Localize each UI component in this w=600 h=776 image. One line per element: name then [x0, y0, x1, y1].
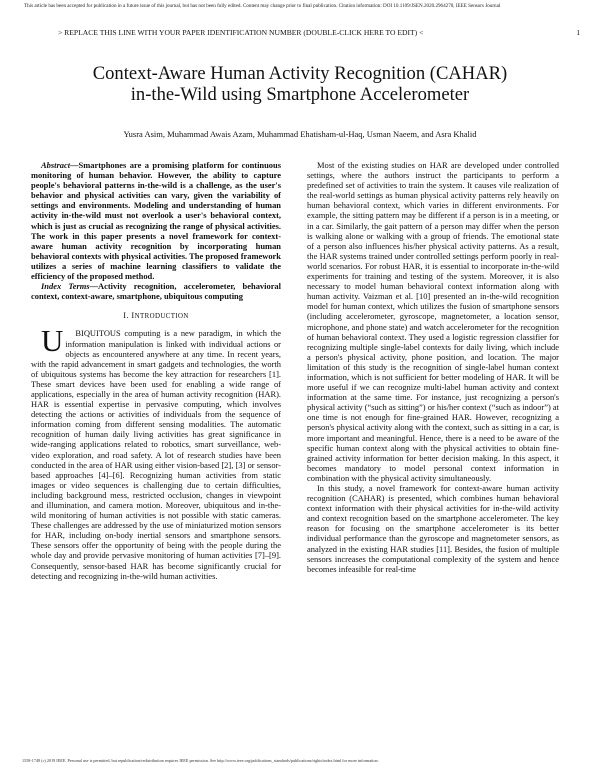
section-numeral: I.	[123, 311, 129, 321]
index-terms-dash: —	[89, 281, 99, 292]
section-title-rest: NTRODUCTION	[134, 313, 189, 321]
abstract-text: Smartphones are a promising platform for continuous monitoring of human behavior. However, the ability to capture people's behavioral patterns in-the-wild is a challenge, as the user's behavior and physical activities can vary, given the variability of settings and environments. Modeling and understanding of human activity in-the-wild must not overlook a user's behavioral context, which is just as crucial as recognizing the range of physical activities. The work in this paper presents a novel framework for context-aware human activity recognition by incorporating human behavioral contexts with physical activities. The proposed framework utilizes a series of machine learning classifiers to validate the efficiency of the proposed method.	[31, 160, 281, 282]
intro-paragraph	[31, 323, 281, 581]
abstract-label: Abstract	[41, 160, 71, 170]
index-terms-text: Activity recognition, accelerometer, behavioral context, context-aware, smartphone, ubiquitous computing	[31, 281, 281, 302]
index-terms-label: Index Terms	[41, 281, 90, 292]
body-paragraph-2: In this study, a novel framework for context-aware human activity recognition (CAHAR) is presented, which combines human behavioral context information with their physical activities for in-the-wild activity and context recognition based on the smartphone accelerometer. The key reason for focusing on the smartphone accelerometer is its better individual performance than the gyroscope and magnetometer sensors, as analyzed in the existing HAR studies [11]. Besides, the fusion of multiple sensors increases the computational complexity of the system and hence becomes infeasible for real-time	[307, 483, 559, 574]
paper-id-placeholder: > REPLACE THIS LINE WITH YOUR PAPER IDENTIFICATION NUMBER (DOUBLE-CLICK HERE TO EDIT) <	[58, 28, 424, 37]
abstract	[31, 160, 281, 281]
right-column	[307, 160, 559, 574]
left-column	[31, 160, 281, 581]
drop-cap: U	[41, 323, 64, 359]
paper-title	[40, 63, 560, 105]
index-terms	[31, 281, 281, 301]
abstract-dash: —	[70, 160, 79, 170]
copyright-footer: 1558-1748 (c) 2019 IEEE. Personal use is permitted, but republication/redistribution requires IEEE permission. See http://www.ieee.org/publications_standards/publications/rights/index.html for more information.	[22, 758, 379, 763]
intro-text: BIQUITOUS computing is a new paradigm, in which the information manipulation is linked with individual actions or objects as encountered anywhere at any time. In recent years, with the rapid advancement in smart gadgets and technologies, the worth of ubiquitous systems has become the key attraction for researchers [1]. These smart devices have been used for enabling a wide range of applications, especially in the area of human activity recognition (HAR). HAR is essential expertise in pervasive computing, which involves detecting the actions or activities of individuals from the sequence of information coming from different sensing modalities. The automatic recognition of human daily living activities has great significance in wide-ranging applications related to robotics, smart surveillance, web-video exploration, and road safety. A lot of research studies have been conducted in the area of HAR using either vision-based [2], [3] or sensor-based approaches [4]–[6]. Recognizing human activities from static images or video sequences is challenging due to certain difficulties, including background mess, restricted occlusion, changes in viewpoint and illumination, and camera motion. Moreover, ubiquitous and in-the-wild monitoring of human activities is not possible with static cameras. These challenges are addressed by the use of miniaturized motion sensors for HAR, including on-body inertial sensors and smartphone sensors. These sensors offer the opportunity of being with the people during the whole day and provide pervasive monitoring of human activities [7]–[9]. Consequently, sensor-based HAR has become significantly crucial for detecting and recognizing in-the-wild human activities.	[31, 328, 281, 581]
title-line-2: in-the-Wild using Smartphone Accelerometer	[130, 84, 470, 105]
page-header	[24, 27, 580, 39]
author-list: Yusra Asim, Muhammad Awais Azam, Muhammad Ehatisham-ul-Haq, Usman Naeem, and Asra Khalid	[123, 129, 477, 139]
body-paragraph-1: Most of the existing studies on HAR are developed under controlled settings, where the authors instruct the participants to perform a predefined set of activities to train the system. It causes vile realization of the real-world settings as human physical activity patterns rely heavily on human behavioral context, which varies in different environments. For example, the sitting pattern may be different if a person is in a meeting, or in a car. Similarly, the gait pattern of a person may differ when the person is walking alone or walking with a group of friends. The emotional state of a person also influences his/her physical activity patterns. As a result, the HAR systems trained under controlled settings perform poorly in real-world scenarios. For robust HAR, it is essential to incorporate in-the-wild experiments for training and testing of the system. Moreover, it is also necessary to model human behavioral context information along with human activity. Vaizman et al. [10] presented an in-the-wild recognition model for human context, which utilizes the fusion of smartphone sensors (including accelerometer, gyroscope, magnetometer, a location sensor, microphone, and phone state) and watch accelerometer for the recognition of human behavioral context. They used a logistic regression classifier for recognizing multiple single-label contexts for daily living, which include a person's physical activity, phone position, and location. The major limitation of this study is the recognition of single-label human context information, which is not sufficient for better modeling of HAR. It will be more useful if we can recognize multi-label human activity and context information at the same time. For instance, just recognizing a person's physical activity (“such as sitting”) or his/her context (“such as indoor”) at one time is not enough for fine-grained HAR. However, recognizing a person's physical activity along with the context, such as sitting in a car, is more important and meaningful. Hence, there is a need to be aware of the specific human context along with the physical activities to obtain fine-grained activity information for better decision making. In this aspect, it becomes mandatory to model personal context information in combination with the physical activity simultaneously.	[307, 160, 559, 483]
publication-notice: This article has been accepted for publication in a future issue of this journal, but has not been fully edited. Content may change prior to final publication. Citation information: DOI 10.1109/JSEN.2020.2964278, IEEE Sensors Journal	[24, 3, 501, 9]
section-heading-introduction	[31, 311, 281, 322]
page-number: 1	[576, 28, 580, 37]
title-line-1: Context-Aware Human Activity Recognition (CAHAR)	[92, 63, 508, 84]
section-title-first: I	[131, 311, 135, 321]
